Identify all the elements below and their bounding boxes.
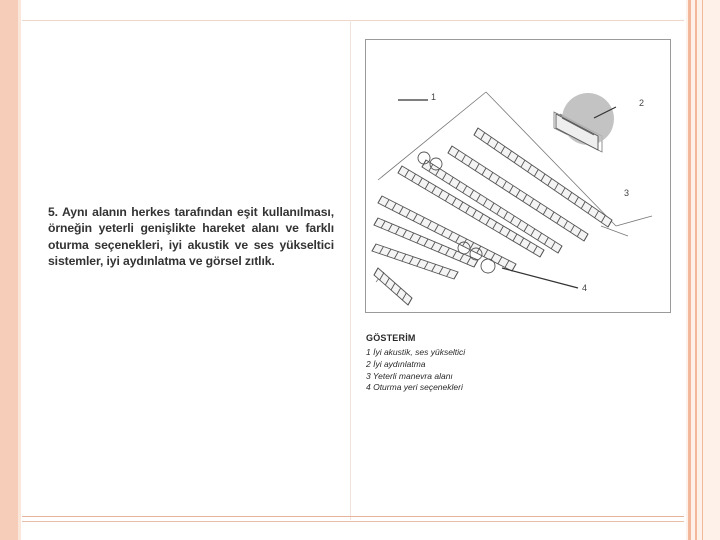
bottom-rule: [22, 516, 684, 517]
legend-item: 4 Oturma yeri seçenekleri: [366, 382, 463, 393]
legend-title: GÖSTERİM: [366, 333, 416, 343]
legend-item: 1 İyi akustik, ses yükseltici: [366, 347, 466, 357]
right-edge-bar: [702, 0, 703, 540]
right-edge-bar: [688, 0, 691, 540]
right-edge-bar: [695, 0, 697, 540]
callout-1: 1: [431, 92, 437, 102]
legend: [366, 333, 566, 394]
auditorium-drawing: [366, 40, 670, 312]
legend-item: 2 İyi aydınlatma: [366, 358, 426, 369]
left-edge-decoration: [0, 0, 18, 540]
body-paragraph: 5. Aynı alanın herkes tarafından eşit kullanılması, örneğin yeterli genişlikte hareket alanı ve farklı oturma seçenekleri, iyi akustik ve ses yükseltici sistemler, iyi aydınlatma ve görsel zıtlık.: [48, 205, 334, 268]
auditorium-illustration: [365, 39, 671, 313]
legend-item: 3 Yeterli manevra alanı: [366, 370, 453, 381]
callout-2: 2: [639, 98, 645, 108]
center-divider: [350, 20, 351, 520]
callout-4: 4: [582, 283, 588, 293]
callout-3: 3: [624, 188, 630, 198]
right-edge-decoration: [686, 0, 720, 540]
left-edge-inner-decoration: [18, 0, 21, 540]
